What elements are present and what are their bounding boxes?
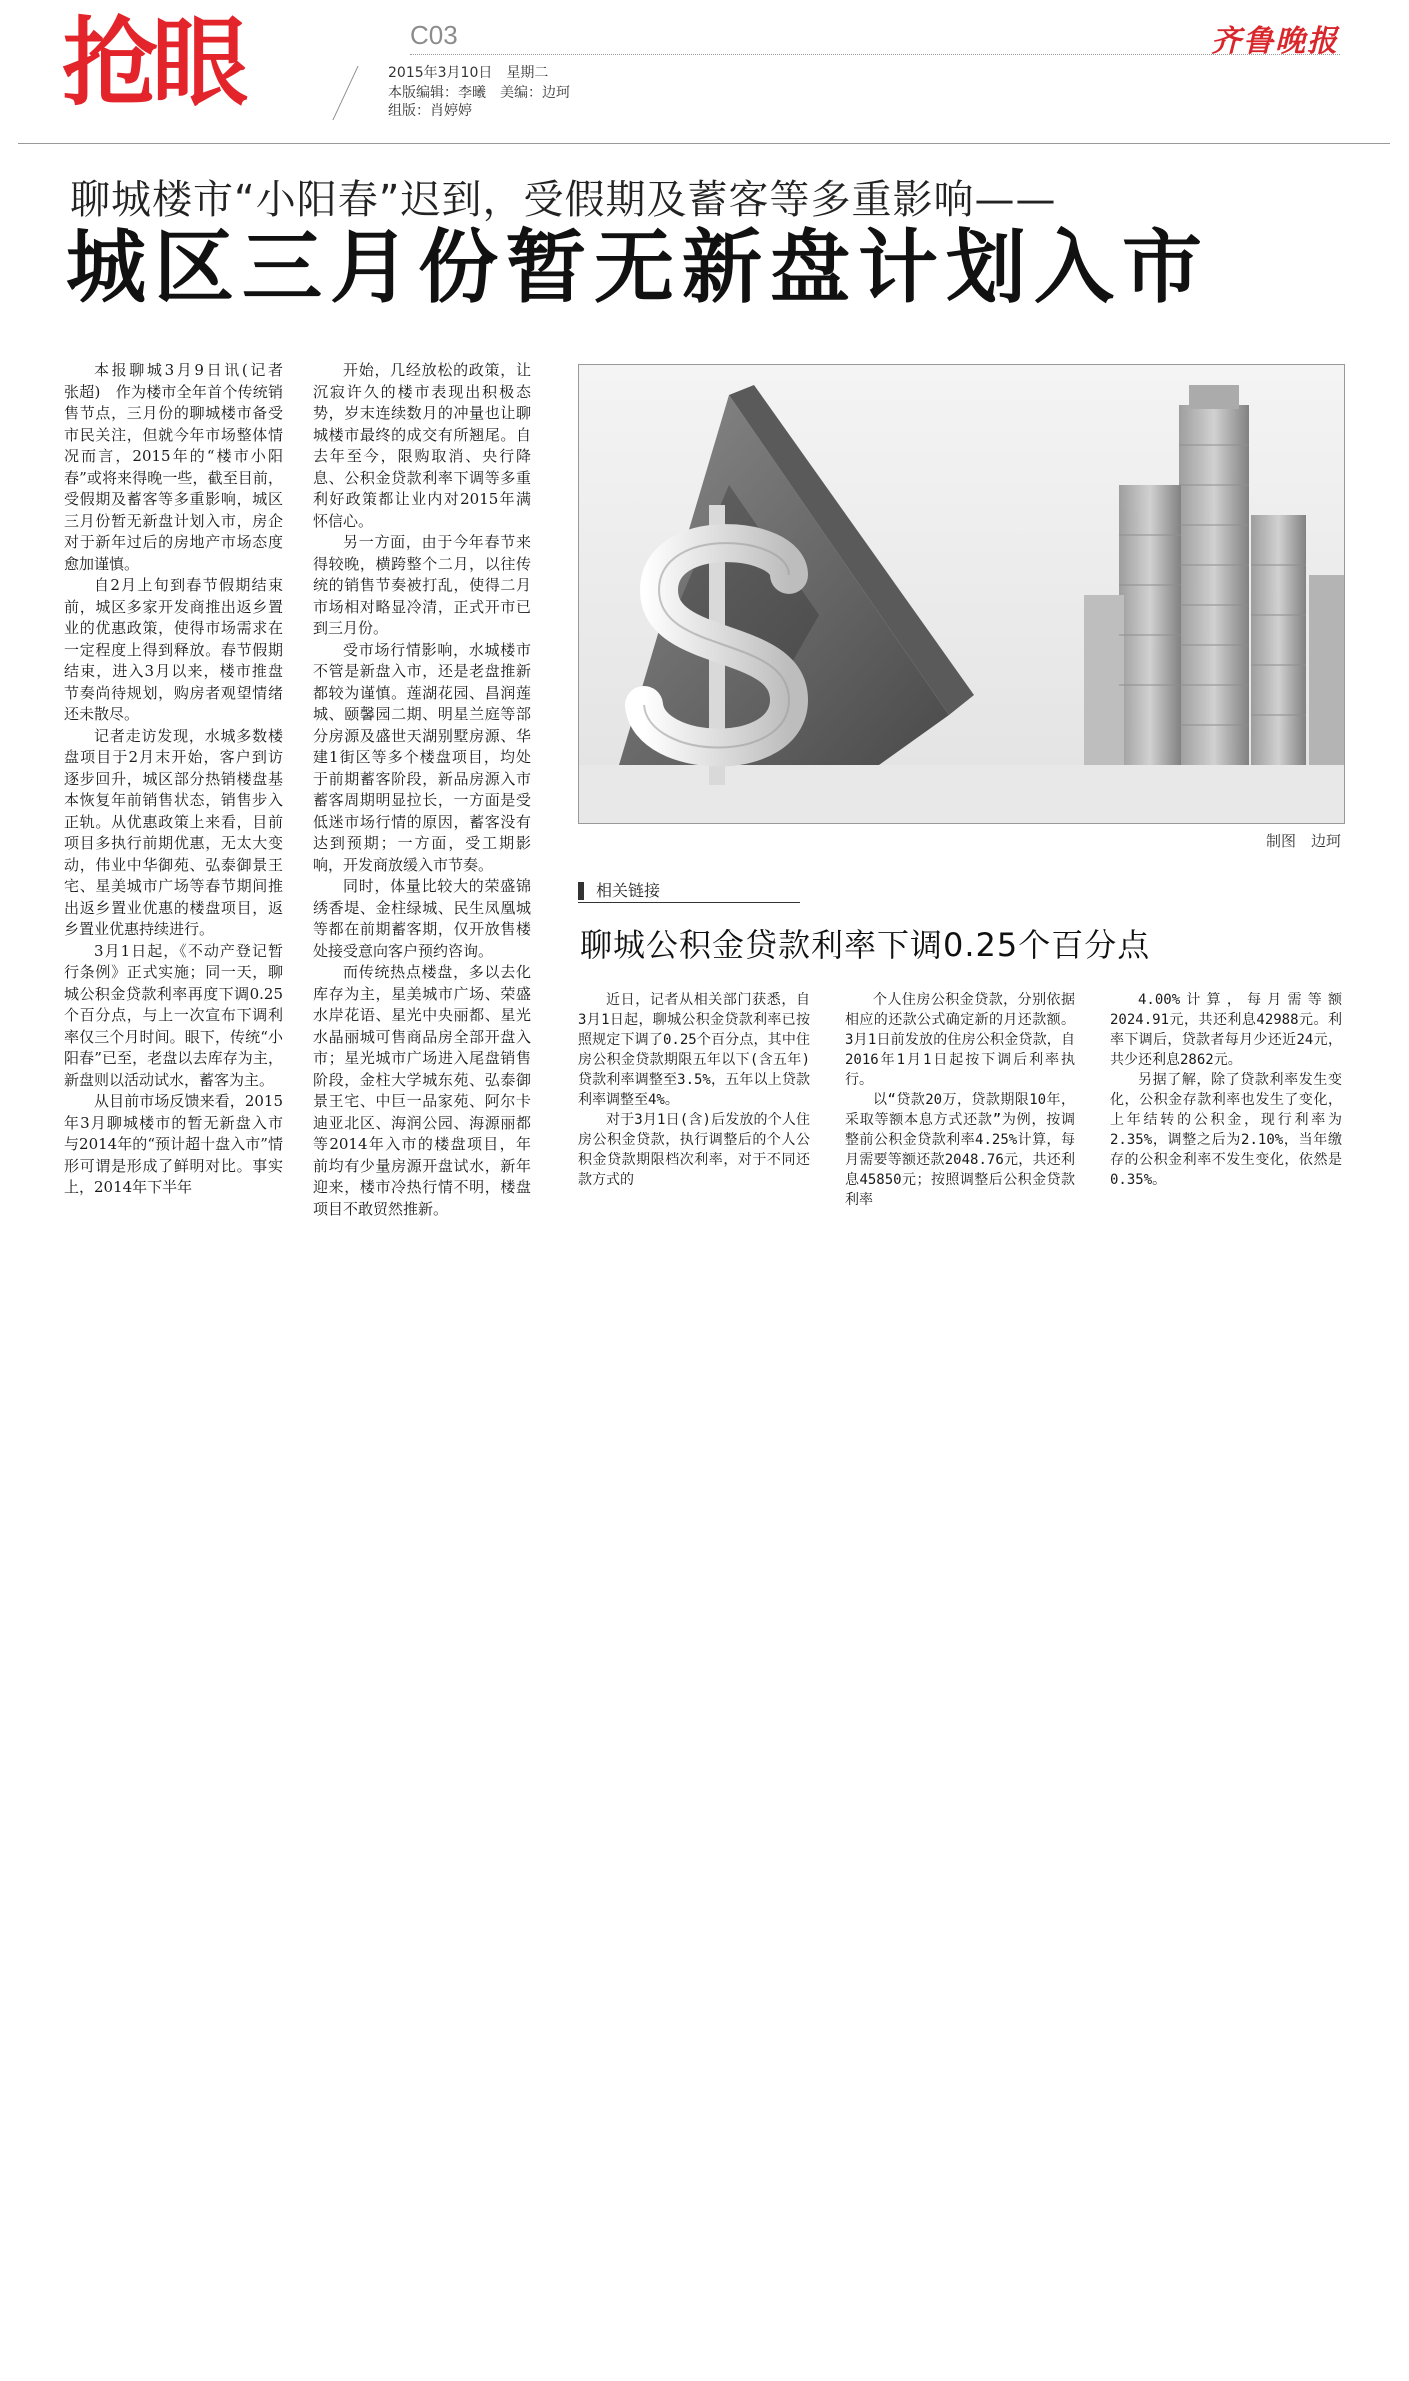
header-rule <box>18 143 1390 144</box>
article-column-1 <box>64 360 299 1199</box>
illustration-credit: 制图 边珂 <box>1265 832 1341 850</box>
editor-credit: 本版编辑：李曦 美编：边珂 <box>388 85 570 101</box>
paragraph: 另一方面，由于今年春节来得较晚，横跨整个二月，以往传统的销售节奏被打乱，使得二月市场相对略显冷清，正式开市已到三月份。 <box>313 533 531 637</box>
paragraph: 个人住房公积金贷款，分别依据相应的还款公式确定新的月还款额。3月1日前发放的住房公积金贷款，自2016年1月1日起按下调后利率执行。 <box>845 992 1075 1088</box>
related-column-2 <box>845 990 1075 1210</box>
page-code: C03 <box>410 20 458 50</box>
related-tag-bar <box>578 882 584 900</box>
illustration-graphic <box>579 365 1344 823</box>
article-column-2 <box>313 360 531 1220</box>
paragraph: 而传统热点楼盘，多以去化库存为主，星美城市广场、荣盛水岸花语、星光中央丽都、星光水晶丽城可售商品房全部开盘入市；星光城市广场进入尾盘销售阶段，金柱大学城东苑、弘泰御景王宅、中巨一品家苑、阿尔卡迪亚北区、海润公园、海源丽都等2014年入市的楼盘项目，年前均有少量房源开盘试水，新年迎来，楼市冷热行情不明，楼盘项目不敢贸然推新。 <box>313 963 531 1218</box>
related-tag-label: 相关链接 <box>596 881 661 900</box>
section-logo-text: 抢眼 <box>62 7 242 119</box>
paragraph: 以“贷款20万，贷款期限10年，采取等额本息方式还款”为例，按调整前公积金贷款利率4.25%计算，每月需要等额还款2048.76元，共还利息45850元；按照调整后公积金贷款利率 <box>845 1092 1075 1208</box>
paragraph: 记者走访发现，水城多数楼盘项目于2月末开始，客户到访逐步回升，城区部分热销楼盘基本恢复年前销售状态，销售步入正轨。从优惠政策上来看，目前项目多执行前期优惠，无太大变动，伟业中华御苑、弘泰御景王宅、星美城市广场等春节期间推出返乡置业优惠的楼盘项目，返乡置业优惠持续进行。 <box>64 726 283 938</box>
masthead-dotted-rule <box>410 54 1340 55</box>
illustration-house-dollar-skyline <box>578 364 1345 824</box>
issue-date: 2015年3月10日 星期二 <box>388 65 549 81</box>
paragraph: 同时，体量比较大的荣盛锦绣香堤、金柱绿城、民生凤凰城等都在前期蓄客期，仅开放售楼处接受意向客户预约咨询。 <box>313 877 531 960</box>
paragraph: 另据了解，除了贷款利率发生变化，公积金存款利率也发生了变化，上年结转的公积金，现行利率为2.35%，调整之后为2.10%，当年缴存的公积金利率不发生变化，依然是0.35%。 <box>1110 1072 1342 1188</box>
section-logo <box>62 8 342 118</box>
related-article-title: 聊城公积金贷款利率下调0.25个百分点 <box>580 926 1151 964</box>
paragraph: 近日，记者从相关部门获悉，自3月1日起，聊城公积金贷款利率已按照规定下调了0.25个百分点，其中住房公积金贷款期限五年以下(含五年)贷款利率调整至3.5%，五年以上贷款利率调整至4%。 <box>578 992 810 1108</box>
paragraph: 本报聊城3月9日讯(记者 张超) 作为楼市全年首个传统销售节点，三月份的聊城楼市备受市民关注，但就今年市场整体情况而言，2015年的“楼市小阳春”或将来得晚一些，截至目前，受假期及蓄客等多重影响，城区三月份暂无新盘计划入市，房企对于新年过后的房地产市场态度愈加谨慎。 <box>64 361 299 573</box>
paragraph: 4.00%计算，每月需等额2024.91元，共还利息42988元。利率下调后，贷款者每月少还近24元，共少还利息2862元。 <box>1110 992 1342 1068</box>
paragraph: 自2月上旬到春节假期结束前，城区多家开发商推出返乡置业的优惠政策，使得市场需求在一定程度上得到释放。春节假期结束，进入3月以来，楼市推盘节奏尚待规划，购房者观望情绪还未散尽。 <box>64 576 283 723</box>
paragraph: 开始，几经放松的政策，让沉寂许久的楼市表现出积极态势，岁末连续数月的冲量也让聊城楼市最终的成交有所翘尾。自去年至今，限购取消、央行降息、公积金贷款利率下调等多重利好政策都让业内对2015年满怀信心。 <box>313 361 531 530</box>
newspaper-logo: 齐鲁晚报 <box>1211 24 1339 59</box>
paragraph: 受市场行情影响，水城楼市不管是新盘入市，还是老盘推新都较为谨慎。莲湖花园、昌润莲城、颐馨园二期、明星兰庭等部分房源及盛世天湖别墅房源、华建1街区等多个楼盘项目，均处于前期蓄客阶段，新品房源入市蓄客周期明显拉长，一方面是受低迷市场行情的原因，蓄客没有达到预期；一方面，受工期影响，开发商放缓入市节奏。 <box>313 640 531 874</box>
article-title: 城区三月份暂无新盘计划入市 <box>66 221 1210 314</box>
paragraph: 3月1日起，《不动产登记暂行条例》正式实施；同一天，聊城公积金贷款利率再度下调0.25个百分点，与上一次宣布下调利率仅三个月时间。眼下，传统“小阳春”已至，老盘以去库存为主，新盘则以活动试水，蓄客为主。 <box>64 941 283 1089</box>
layout-credit: 组版：肖婷婷 <box>388 103 472 119</box>
masthead <box>0 0 1409 150</box>
related-column-1 <box>578 990 810 1190</box>
paragraph: 对于3月1日(含)后发放的个人住房公积金贷款，执行调整后的个人公积金贷款期限档次利率，对于不同还款方式的 <box>578 1112 810 1188</box>
related-link-tag <box>578 878 800 903</box>
related-column-3 <box>1110 990 1342 1190</box>
article-kicker: 聊城楼市“小阳春”迟到，受假期及蓄客等多重影响—— <box>70 177 1057 223</box>
paragraph: 从目前市场反馈来看，2015年3月聊城楼市的暂无新盘入市与2014年的“预计超十盘入市”情形可谓是形成了鲜明对比。事实上，2014年下半年 <box>64 1092 283 1196</box>
